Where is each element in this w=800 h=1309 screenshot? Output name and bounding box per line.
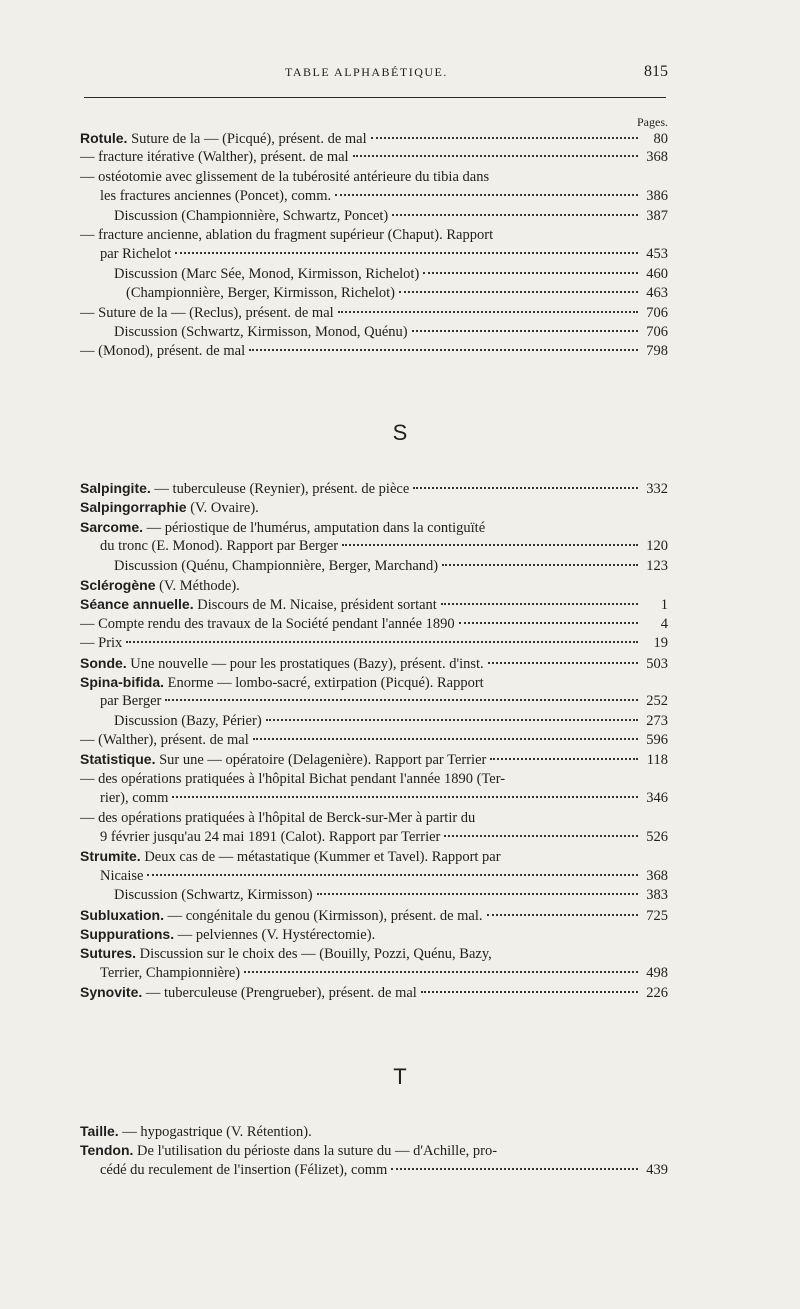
index-description: Nicaise [100,867,144,884]
dot-leader [353,155,638,157]
index-headword: Sonde. [80,654,127,671]
index-description: par Richelot [100,246,172,263]
index-line-text [80,245,171,264]
index-description: Discussion (Championnière, Schwartz, Poncet) [114,207,389,224]
index-line-text [80,1122,312,1141]
index-line-text [80,304,334,323]
index-page-ref: 1 [660,597,668,614]
index-line-text [80,673,484,692]
index-description: Discours de M. Nicaise, président sortant [193,597,437,614]
dot-leader [392,214,638,216]
index-line [80,906,668,925]
dot-leader [490,758,638,760]
index-line-text [80,654,484,673]
dot-leader [399,291,638,293]
running-title: TABLE ALPHABÉTIQUE. [285,65,448,79]
index-line [80,615,668,634]
index-line-text [80,906,483,925]
index-description: du tronc (E. Monod). Rapport par Berger [100,538,339,555]
index-description: — tuberculeuse (Reynier), présent. de pièce [150,481,410,497]
index-line [80,187,668,206]
dot-leader [147,874,638,876]
dot-leader [488,662,638,664]
dot-leader [442,564,638,566]
index-line-text [80,634,122,653]
index-line [80,809,668,828]
index-line [80,886,668,905]
index-description: De l'utilisation du périoste dans la suture du — d'Achille, pro- [133,1143,498,1160]
index-page-ref: 383 [646,887,668,904]
index-line-text [80,615,455,634]
index-line-text [80,226,493,245]
index-headword: Statistique. [80,751,156,768]
index-line [80,654,668,673]
index-page-ref: 332 [646,481,668,497]
index-line [80,789,668,808]
index-page-ref: 368 [646,867,668,884]
dot-leader [335,194,638,196]
index-description: Une nouvelle — pour les prostatiques (Bazy), présent. d'inst. [126,655,484,672]
page-number: 815 [644,63,668,80]
index-page-ref: 123 [646,557,668,574]
index-line-text [80,207,388,226]
dot-leader [175,252,638,254]
index-description: Discussion (Schwartz, Kirmisson) [114,887,313,904]
dot-leader [249,349,638,351]
index-headword: Synovite. [80,984,143,1001]
dot-leader [487,914,638,916]
index-headword: Suppurations. [80,925,175,942]
page-header [80,63,668,85]
dot-leader [421,991,638,993]
index-description: (Championnière, Berger, Kirmisson, Richelot) [126,285,395,302]
index-description: les fractures anciennes (Poncet), comm. [100,188,332,205]
index-page-ref: 798 [646,343,668,360]
index-line-text [80,479,409,498]
index-description: — fracture ancienne, ablation du fragment supérieur (Chaput). Rapport [80,226,494,243]
index-page-ref: 439 [646,1161,668,1178]
index-line [80,323,668,342]
index-description: Discussion (Quénu, Championnière, Berger, Marchand) [114,557,439,574]
dot-leader [244,971,638,973]
index-line [80,692,668,711]
index-description: — tuberculeuse (Prengrueber), présent. de mal [142,985,417,1002]
index-page-ref: 706 [646,304,668,321]
index-page-ref: 725 [646,907,668,924]
index-line [80,129,668,148]
index-page-ref: 526 [646,829,668,846]
index-line-text [80,265,419,284]
index-line-text [80,1141,497,1160]
index-line-text [80,944,492,963]
index-line [80,168,668,187]
section-r-entries [80,129,668,362]
dot-leader [165,699,638,701]
dot-leader [413,487,638,489]
index-page-ref: 273 [646,712,668,729]
index-line [80,479,668,498]
index-headword: Rotule. [80,130,128,146]
index-line [80,342,668,361]
index-line [80,557,668,576]
index-description: Sur une — opératoire (Delagenière). Rapport par Terrier [155,752,487,769]
index-page-ref: 120 [646,538,668,555]
index-page-ref: 4 [660,615,668,632]
index-line-text [80,323,408,342]
index-headword: Sarcome. [80,518,144,535]
index-description: — ostéotomie avec glissement de la tubérosité antérieure du tibia dans [80,168,490,185]
index-page-ref: 386 [646,188,668,205]
index-line-text [80,983,417,1002]
index-line-text [80,129,367,148]
index-page-ref: 387 [646,207,668,224]
index-headword: Strumite. [80,848,141,865]
index-line-text [80,518,485,537]
index-line [80,770,668,789]
index-line-text [80,342,245,361]
index-page-ref: 706 [646,323,668,340]
section-t-entries [80,1122,668,1180]
dot-leader [444,835,638,837]
index-description: — des opérations pratiquées à l'hôpital Bichat pendant l'année 1890 (Ter- [80,770,506,787]
index-page-ref: 19 [653,635,668,652]
index-headword: Salpingite. [80,480,151,496]
index-line-text [80,712,262,731]
index-line [80,1161,668,1180]
dot-leader [391,1168,638,1170]
index-headword: Sclérogène [80,576,156,593]
section-s-entries [80,479,668,1003]
index-line [80,964,668,983]
index-page-ref: 226 [646,985,668,1002]
index-line-text [80,750,486,769]
index-description: (V. Méthode). [155,577,240,594]
index-line-text [80,595,437,614]
index-line-text [80,168,489,187]
index-line [80,1141,668,1160]
index-page-ref: 498 [646,964,668,981]
index-line-text [80,847,501,866]
dot-leader [317,893,638,895]
index-line [80,634,668,653]
index-description: Terrier, Championnière) [100,964,241,981]
index-line [80,304,668,323]
index-line [80,731,668,750]
pages-column-label: Pages. [637,115,668,129]
dot-leader [342,544,638,546]
index-line [80,1122,668,1141]
index-description: — hypogastrique (V. Rétention). [118,1124,312,1140]
index-line [80,576,668,595]
index-line [80,265,668,284]
index-line-text [80,284,395,303]
index-description: — pelviennes (V. Hystérectomie). [174,926,376,943]
index-line [80,944,668,963]
header-rule [84,97,666,98]
index-line-text [80,770,505,789]
index-line [80,867,668,886]
index-page-ref: 80 [653,131,668,147]
index-page-ref: 503 [646,655,668,672]
section-letter-t: T [393,1064,407,1089]
index-description: Discussion (Marc Sée, Monod, Kirmisson, Richelot) [114,265,420,282]
index-line-text [80,537,338,556]
index-line-text [80,925,375,944]
dot-leader [253,738,638,740]
index-line [80,284,668,303]
index-line-text [80,1161,387,1180]
index-line-text [80,731,249,750]
index-description: — des opérations pratiquées à l'hôpital de Berck-sur-Mer à partir du [80,809,476,826]
index-description: — (Monod), présent. de mal [80,343,246,360]
index-page-ref: 346 [646,790,668,807]
index-line [80,498,668,517]
index-page-ref: 368 [646,149,668,166]
dot-leader [172,796,638,798]
index-headword: Séance annuelle. [80,596,194,613]
index-page-ref: 596 [646,732,668,749]
index-line [80,207,668,226]
dot-leader [126,641,638,643]
index-description: par Berger [100,693,162,710]
index-description: Discussion sur le choix des — (Bouilly, Pozzi, Quénu, Bazy, [136,946,492,963]
index-description: — Suture de la — (Reclus), présent. de mal [80,304,334,321]
dot-leader [459,622,638,624]
index-description: — fracture itérative (Walther), présent. de mal [80,149,349,166]
index-page-ref: 460 [646,265,668,282]
index-description: Suture de la — (Picqué), présent. de mal [127,131,367,147]
index-description: — (Walther), présent. de mal [80,732,249,749]
index-line-text [80,886,313,905]
dot-leader [371,137,638,139]
index-description: (V. Ovaire). [186,500,259,517]
section-letter-s: S [392,420,408,445]
index-line [80,673,668,692]
dot-leader [412,330,638,332]
index-line-text [80,828,440,847]
index-description: Discussion (Bazy, Périer) [114,712,262,729]
index-line [80,148,668,167]
index-description: — périostique de l'humérus, amputation dans la contiguïté [143,519,486,536]
index-line [80,518,668,537]
dot-leader [423,272,638,274]
index-description: 9 février jusqu'au 24 mai 1891 (Calot). Rapport par Terrier [100,829,441,846]
index-headword: Salpingorraphie [80,499,187,516]
dot-leader [266,719,638,721]
index-line [80,595,668,614]
index-description: — congénitale du genou (Kirmisson), présent. de mal. [164,907,483,924]
index-page-ref: 118 [646,752,668,769]
index-headword: Spina-bifida. [80,673,164,690]
index-description: Enorme — lombo-sacré, extirpation (Picqué). Rapport [164,674,484,691]
index-line [80,828,668,847]
index-line-text [80,867,143,886]
index-line [80,983,668,1002]
index-line-text [80,576,240,595]
index-line-text [80,789,168,808]
index-line [80,750,668,769]
index-headword: Tendon. [80,1142,134,1159]
index-line [80,245,668,264]
dot-leader [441,603,638,605]
index-headword: Sutures. [80,945,137,962]
index-line-text [80,809,475,828]
index-line [80,226,668,245]
index-page-ref: 463 [646,285,668,302]
index-page-ref: 252 [646,693,668,710]
index-line [80,712,668,731]
index-headword: Taille. [80,1123,119,1139]
index-line-text [80,692,161,711]
index-line-text [80,557,438,576]
index-line-text [80,964,240,983]
index-headword: Subluxation. [80,906,164,923]
index-description: Discussion (Schwartz, Kirmisson, Monod, Quénu) [114,323,408,340]
index-description: — Compte rendu des travaux de la Société pendant l'année 1890 [80,615,455,632]
index-description: rier), comm [100,790,169,807]
index-line [80,537,668,556]
index-description: cédé du reculement de l'insertion (Félizet), comm [100,1161,388,1178]
index-line-text [80,498,259,517]
index-line-text [80,148,349,167]
index-description: Deux cas de — métastatique (Kummer et Tavel). Rapport par [140,849,501,866]
index-page-ref: 453 [646,246,668,263]
index-line [80,847,668,866]
dot-leader [338,311,638,313]
index-line [80,925,668,944]
index-line-text [80,187,331,206]
index-description: — Prix [80,635,123,652]
